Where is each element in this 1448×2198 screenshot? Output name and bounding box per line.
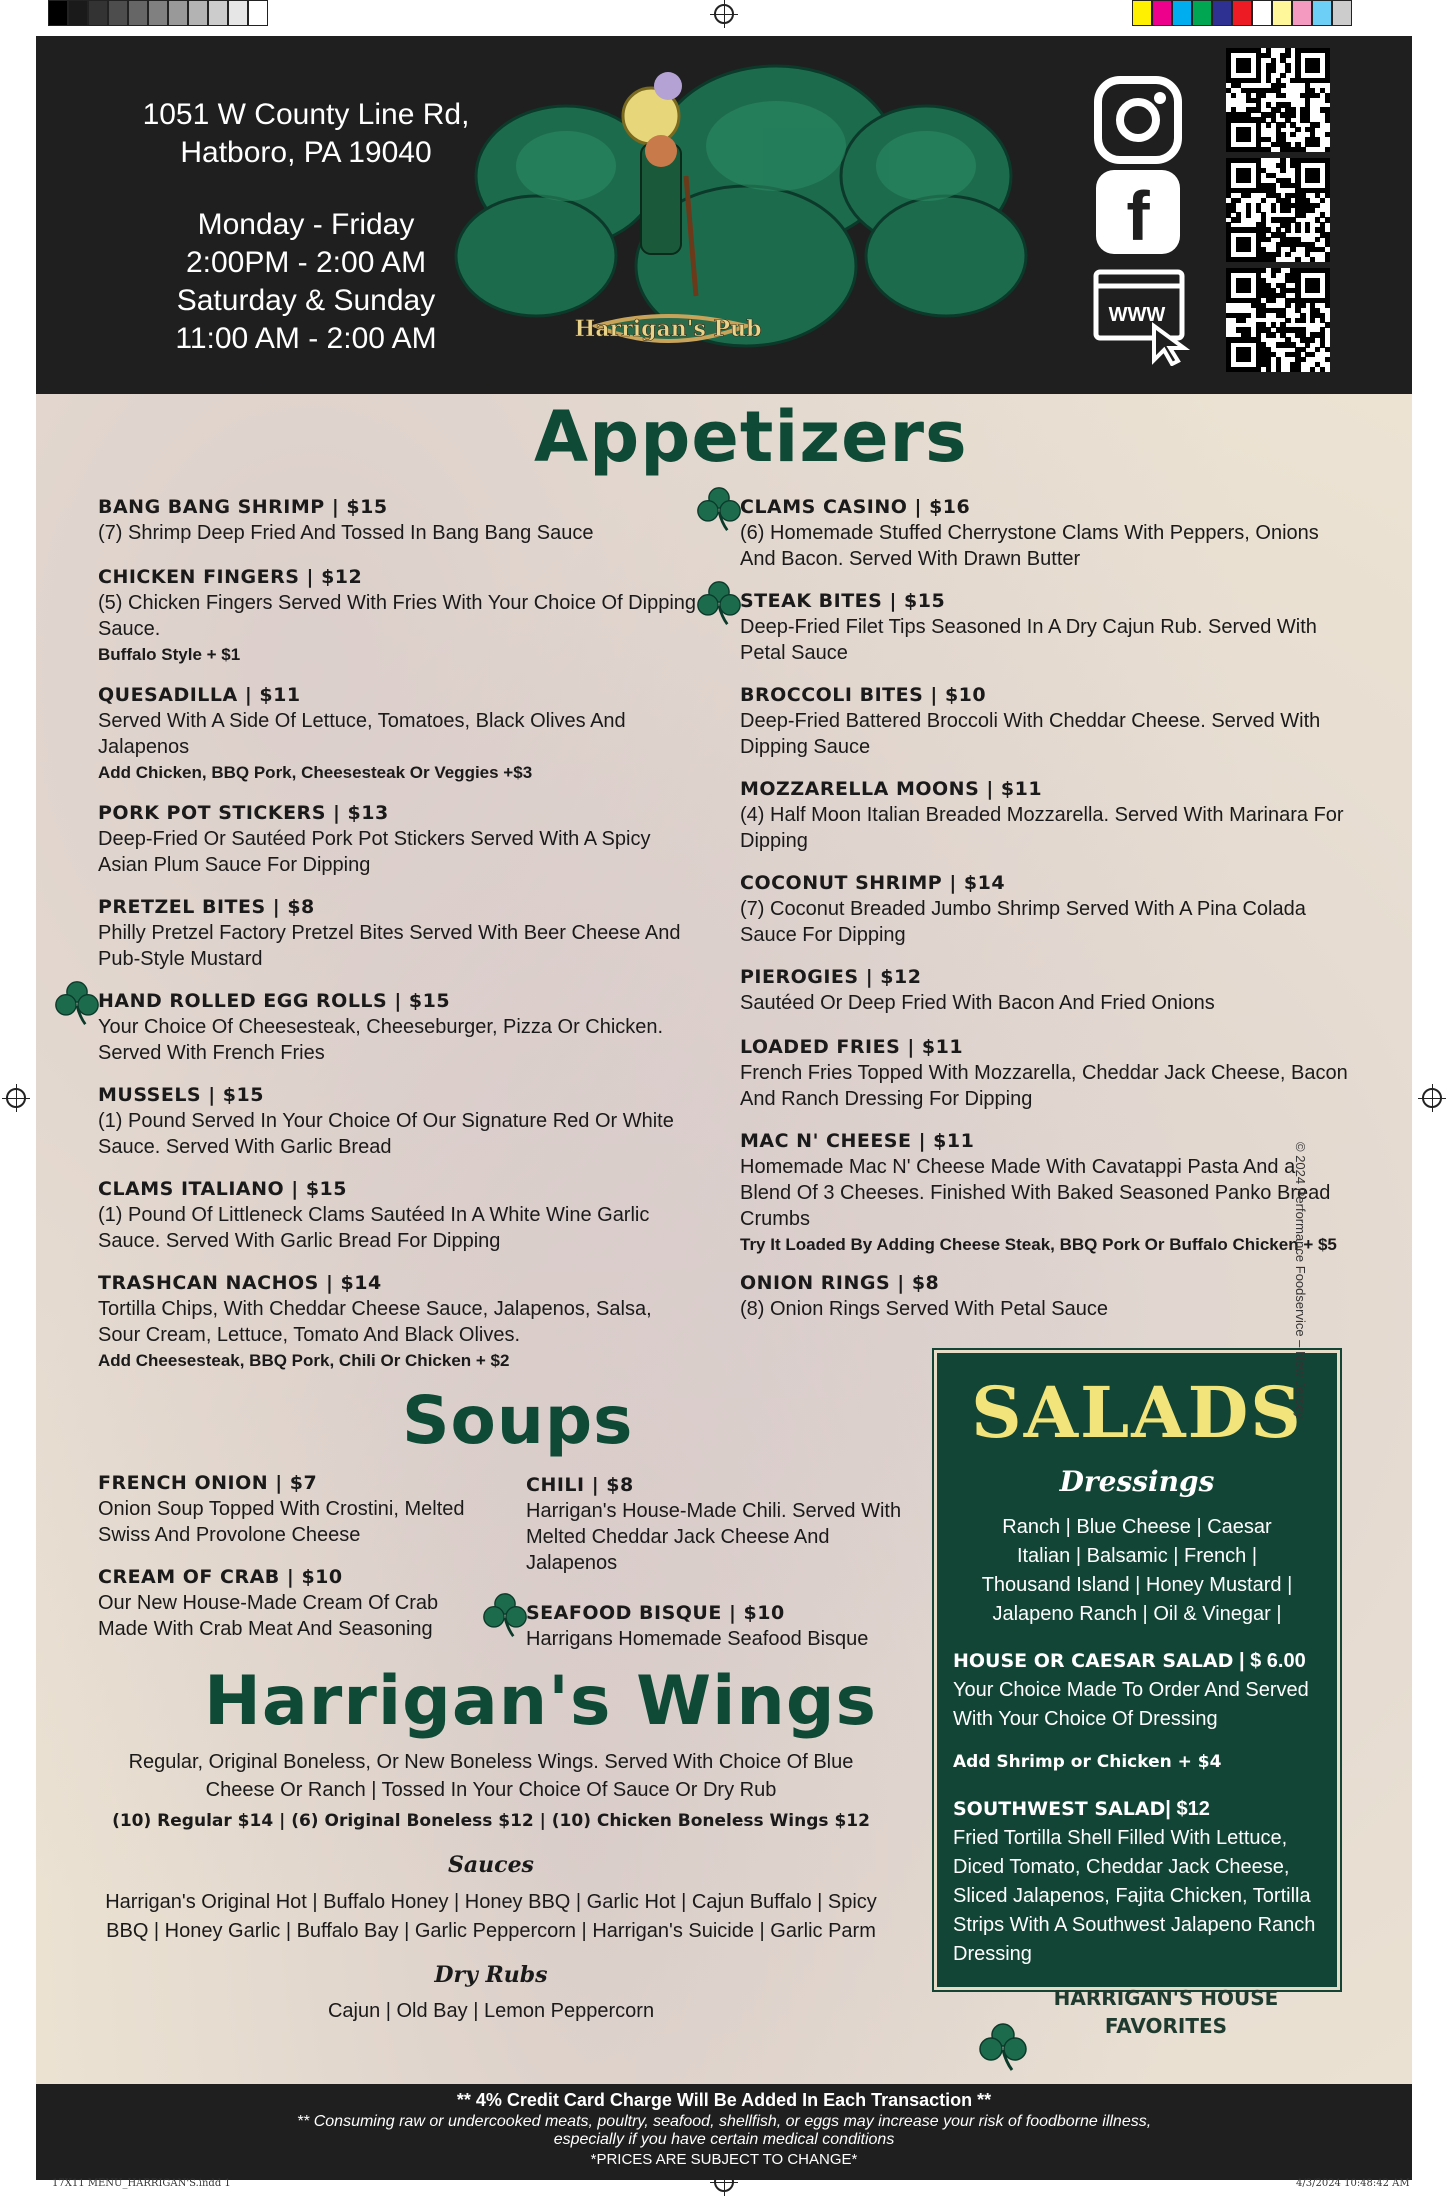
house-salad-addon: Add Shrimp or Chicken + $4	[953, 1752, 1222, 1772]
wings-description: Regular, Original Boneless, Or New Boneless Wings. Served With Choice Of Blue Cheese Or Ranch | Tossed In Your Choice Of Sauce Or Dry Rub	[128, 1751, 854, 1801]
dry-rubs-list: Cajun | Old Bay | Lemon Peppercorn	[327, 2000, 655, 2022]
house-salad-description: Your Choice Made To Order And Served With Your Choice Of Dressing	[953, 1679, 1309, 1730]
raw-food-warning-cont: especially if you have certain medical conditions	[553, 2131, 895, 2148]
credit-card-notice: ** 4% Credit Card Charge Will Be Added In Each Transaction **	[456, 2090, 992, 2110]
menu-item	[740, 870, 1350, 948]
menu-item-addon: Add Chicken, BBQ Pork, Cheesesteak Or Veggies +$3	[98, 763, 533, 782]
website-label: WWW	[1108, 304, 1166, 326]
menu-item-description: Onion Soup Topped With Crostini, Melted Swiss And Provolone Cheese	[98, 1498, 465, 1546]
menu-item-name: SEAFOOD BISQUE	[526, 1602, 722, 1624]
menu-item-name: STEAK BITES	[740, 590, 883, 612]
salads-title: SALADS	[971, 1371, 1303, 1454]
house-favorites-legend	[1046, 1984, 1286, 2040]
registration-mark-icon	[1422, 1088, 1442, 1108]
menu-item-description: (8) Onion Rings Served With Petal Sauce	[740, 1298, 1108, 1320]
qr-code-icon[interactable]	[1226, 158, 1330, 262]
menu-item-name: QUESADILLA	[98, 684, 238, 706]
southwest-salad-name: SOUTHWEST SALAD	[953, 1798, 1166, 1820]
menu-item-addon: Try It Loaded By Adding Cheese Steak, BBQ Pork Or Buffalo Chicken + $5	[740, 1235, 1337, 1254]
menu-item	[98, 1176, 698, 1254]
menu-item	[740, 1270, 1350, 1322]
menu-item-description: Harrigan's House-Made Chili. Served With Melted Cheddar Jack Cheese And Jalapenos	[526, 1500, 902, 1574]
wings-title: Harrigan's Wings	[204, 1662, 877, 1741]
sauces-title: Sauces	[448, 1852, 534, 1878]
menu-item-description: Deep-Fried Filet Tips Seasoned In A Dry Cajun Rub. Served With Petal Sauce	[740, 616, 1317, 664]
menu-item-price: | $8	[584, 1474, 634, 1496]
wings-options: (10) Regular $14 | (6) Original Boneless $12 | (10) Chicken Boneless Wings $12	[112, 1811, 870, 1831]
house-salad	[953, 1647, 1325, 1777]
menu-item	[526, 1472, 926, 1576]
menu-item-name: PRETZEL BITES	[98, 896, 266, 918]
menu-item-description: (4) Half Moon Italian Breaded Mozzarella. Served With Marinara For Dipping	[740, 804, 1344, 852]
color-bar	[1132, 0, 1352, 26]
menu-item-description: (5) Chicken Fingers Served With Fries With Your Choice Of Dipping Sauce.	[98, 592, 697, 640]
raw-food-warning: ** Consuming raw or undercooked meats, poultry, seafood, shellfish, or eggs may increase your risk of foodborne illness,	[296, 2113, 1152, 2130]
menu-item-price: | $11	[979, 778, 1043, 800]
menu-item	[98, 564, 698, 668]
menu-item	[98, 1082, 698, 1160]
copyright: © 2024 Performance Foodservice – New Jersey	[1293, 1142, 1308, 1419]
menu-item-name: HAND ROLLED EGG ROLLS	[98, 990, 388, 1012]
menu-item	[98, 494, 698, 546]
menu-item-name: COCONUT SHRIMP	[740, 872, 943, 894]
menu-item-name: PORK POT STICKERS	[98, 802, 326, 824]
menu-item-name: MAC N' CHEESE	[740, 1130, 912, 1152]
legend-line-1: HARRIGAN'S HOUSE	[1053, 1986, 1279, 2010]
menu-item-description: Sautéed Or Deep Fried With Bacon And Fried Onions	[740, 992, 1215, 1014]
menu-item-name: TRASHCAN NACHOS	[98, 1272, 319, 1294]
sauces-list: Harrigan's Original Hot | Buffalo Honey | Honey BBQ | Garlic Hot | Cajun Buffalo | Spicy BBQ | Honey Garlic | Buffalo Bay | Garlic Peppercorn | Harrigan's Suicide | Garlic Parm	[105, 1891, 877, 1942]
menu-item-price: | $11	[237, 684, 301, 706]
menu-item-price: | $15	[284, 1178, 347, 1200]
southwest-salad-price: | $12	[1165, 1798, 1210, 1820]
menu-item-name: ONION RINGS	[740, 1272, 891, 1294]
menu-item	[98, 682, 698, 786]
menu-item-description: Philly Pretzel Factory Pretzel Bites Served With Beer Cheese And Pub-Style Mustard	[98, 922, 681, 970]
print-timestamp: 4/3/2024 10:48:42 AM	[1296, 2178, 1410, 2189]
logo-text: Harrigan's Pub	[574, 316, 762, 342]
menu-sheet	[36, 36, 1412, 2168]
menu-item-description: (7) Shrimp Deep Fried And Tossed In Bang Bang Sauce	[98, 522, 594, 544]
registration-mark-icon	[714, 4, 734, 24]
facebook-glyph: f	[1126, 177, 1150, 255]
dressings-line: Ranch | Blue Cheese | Caesar	[1002, 1516, 1272, 1538]
address-line-1: 1051 W County Line Rd,	[142, 98, 470, 131]
menu-item-price: | $8	[890, 1272, 940, 1294]
menu-item	[98, 988, 698, 1066]
menu-item-price: | $12	[858, 966, 922, 988]
grayscale-bar	[48, 0, 268, 26]
dry-rubs-title: Dry Rubs	[434, 1962, 548, 1988]
address-line-2: Hatboro, PA 19040	[180, 136, 432, 169]
menu-item	[98, 1470, 468, 1548]
dressings-line: Jalapeno Ranch | Oil & Vinegar |	[992, 1603, 1282, 1625]
menu-item-addon: Buffalo Style + $1	[98, 645, 241, 664]
hours-weekend-time: 11:00 AM - 2:00 AM	[175, 322, 437, 355]
legend-line-2: FAVORITES	[1104, 2014, 1228, 2038]
menu-item	[740, 1128, 1350, 1258]
menu-item	[740, 1034, 1350, 1112]
menu-item-price: | $13	[325, 802, 389, 824]
instagram-icon[interactable]	[1092, 74, 1184, 166]
menu-item-name: CLAMS CASINO	[740, 496, 908, 518]
menu-item-description: Served With A Side Of Lettuce, Tomatoes, Black Olives And Jalapenos	[98, 710, 626, 758]
shamrock-icon	[54, 980, 100, 1026]
menu-item-description: (6) Homemade Stuffed Cherrystone Clams With Peppers, Onions And Bacon. Served With Drawn Butter	[740, 522, 1319, 570]
menu-item-description: French Fries Topped With Mozzarella, Cheddar Jack Cheese, Bacon And Ranch Dressing For Dipping	[740, 1062, 1348, 1110]
menu-item-name: CHILI	[526, 1474, 585, 1496]
menu-item-description: Homemade Mac N' Cheese Made With Cavatappi Pasta And a Blend Of 3 Cheeses. Finished With Baked Seasoned Panko Bread Crumbs	[740, 1156, 1331, 1230]
menu-item-name: BROCCOLI BITES	[740, 684, 924, 706]
qr-code-icon[interactable]	[1226, 268, 1330, 372]
menu-item-price: | $8	[265, 896, 315, 918]
file-slug: 17X11 MENU_HARRIGAN'S.indd 1	[52, 2178, 231, 2189]
menu-item	[740, 964, 1350, 1016]
dressings-title: Dressings	[1059, 1465, 1215, 1498]
pub-logo	[446, 56, 1046, 386]
menu-item-price: | $15	[387, 990, 451, 1012]
hours-weekday-label: Monday - Friday	[197, 208, 415, 241]
website-icon[interactable]	[1092, 266, 1192, 366]
menu-item-name: MOZZARELLA MOONS	[740, 778, 980, 800]
menu-item-description: Deep-Fried Battered Broccoli With Cheddar Cheese. Served With Dipping Sauce	[740, 710, 1321, 758]
appetizers-title: Appetizers	[534, 396, 968, 478]
menu-item-description: Harrigans Homemade Seafood Bisque	[526, 1628, 869, 1650]
menu-item-description: Deep-Fried Or Sautéed Pork Pot Stickers Served With A Spicy Asian Plum Sauce For Dipping	[98, 828, 651, 876]
southwest-salad-description: Fried Tortilla Shell Filled With Lettuce, Diced Tomato, Cheddar Jack Cheese, Sliced Jalapenos, Fajita Chicken, Tortilla Strips With A Southwest Jalapeno Ranch Dressing	[953, 1827, 1316, 1965]
menu-item	[740, 494, 1350, 572]
menu-item-price: | $10	[721, 1602, 785, 1624]
menu-item-description: Tortilla Chips, With Cheddar Cheese Sauce, Jalapenos, Salsa, Sour Cream, Lettuce, Tomato And Black Olives.	[98, 1298, 652, 1346]
soups-title: Soups	[402, 1382, 634, 1459]
menu-item-price: | $12	[299, 566, 363, 588]
menu-item-description: Our New House-Made Cream Of Crab Made With Crab Meat And Seasoning	[98, 1592, 439, 1640]
house-salad-name: HOUSE OR CAESAR SALAD	[953, 1650, 1234, 1672]
southwest-salad	[953, 1795, 1333, 1969]
menu-item-name: LOADED FRIES	[740, 1036, 901, 1058]
hours-weekday-time: 2:00PM - 2:00 AM	[185, 246, 427, 279]
menu-item-description: Your Choice Of Cheesesteak, Cheeseburger, Pizza Or Chicken. Served With French Fries	[98, 1016, 664, 1064]
shamrock-icon	[696, 580, 742, 626]
menu-item	[98, 894, 698, 972]
menu-item-description: (1) Pound Served In Your Choice Of Our Signature Red Or White Sauce. Served With Garlic Bread	[98, 1110, 674, 1158]
menu-item-price: | $15	[882, 590, 946, 612]
menu-item	[98, 1270, 698, 1374]
dressings-line: Italian | Balsamic | French |	[1016, 1545, 1258, 1567]
menu-item	[740, 588, 1350, 666]
qr-code-icon[interactable]	[1226, 48, 1330, 152]
menu-item-name: CHICKEN FINGERS	[98, 566, 300, 588]
menu-item-price: | $15	[201, 1084, 264, 1106]
header	[36, 36, 1412, 394]
menu-item-price: | $11	[900, 1036, 964, 1058]
menu-item	[98, 800, 698, 878]
menu-item	[740, 776, 1350, 854]
menu-item-price: | $11	[911, 1130, 975, 1152]
menu-item-price: | $7	[268, 1472, 318, 1494]
menu-item-price: | $10	[279, 1566, 343, 1588]
menu-item-name: MUSSELS	[98, 1084, 202, 1106]
menu-item-name: BANG BANG SHRIMP	[98, 496, 325, 518]
dressings-list	[937, 1513, 1337, 1629]
menu-item	[740, 682, 1350, 760]
menu-item-name: PIEROGIES	[740, 966, 859, 988]
menu-item-description: (1) Pound Of Littleneck Clams Sautéed In A White Wine Garlic Sauce. Served With Garlic Bread For Dipping	[98, 1204, 650, 1252]
hours-weekend-label: Saturday & Sunday	[176, 284, 436, 317]
menu-item-name: FRENCH ONION	[98, 1472, 269, 1494]
dressings-line: Thousand Island | Honey Mustard |	[981, 1574, 1293, 1596]
shamrock-icon	[696, 486, 742, 532]
menu-item	[98, 1564, 468, 1642]
menu-item-price: | $16	[907, 496, 971, 518]
salads-box	[934, 1350, 1340, 1990]
facebook-icon[interactable]	[1092, 166, 1184, 258]
shamrock-icon	[482, 1592, 528, 1638]
menu-item-addon: Add Cheesesteak, BBQ Pork, Chili Or Chicken + $2	[98, 1351, 510, 1370]
menu-item-price: | $15	[324, 496, 388, 518]
menu-item-price: | $10	[923, 684, 987, 706]
menu-item-price: | $14	[942, 872, 1006, 894]
price-change-notice: *PRICES ARE SUBJECT TO CHANGE*	[590, 2151, 858, 2168]
house-salad-price: | $ 6.00	[1233, 1650, 1306, 1672]
menu-item-description: (7) Coconut Breaded Jumbo Shrimp Served With A Pina Colada Sauce For Dipping	[740, 898, 1306, 946]
menu-item	[526, 1600, 926, 1652]
registration-mark-icon	[6, 1088, 26, 1108]
footer	[36, 2084, 1412, 2180]
shamrock-icon	[978, 2022, 1028, 2072]
menu-item-name: CLAMS ITALIANO	[98, 1178, 285, 1200]
menu-item-price: | $14	[318, 1272, 382, 1294]
menu-item-name: CREAM OF CRAB	[98, 1566, 280, 1588]
